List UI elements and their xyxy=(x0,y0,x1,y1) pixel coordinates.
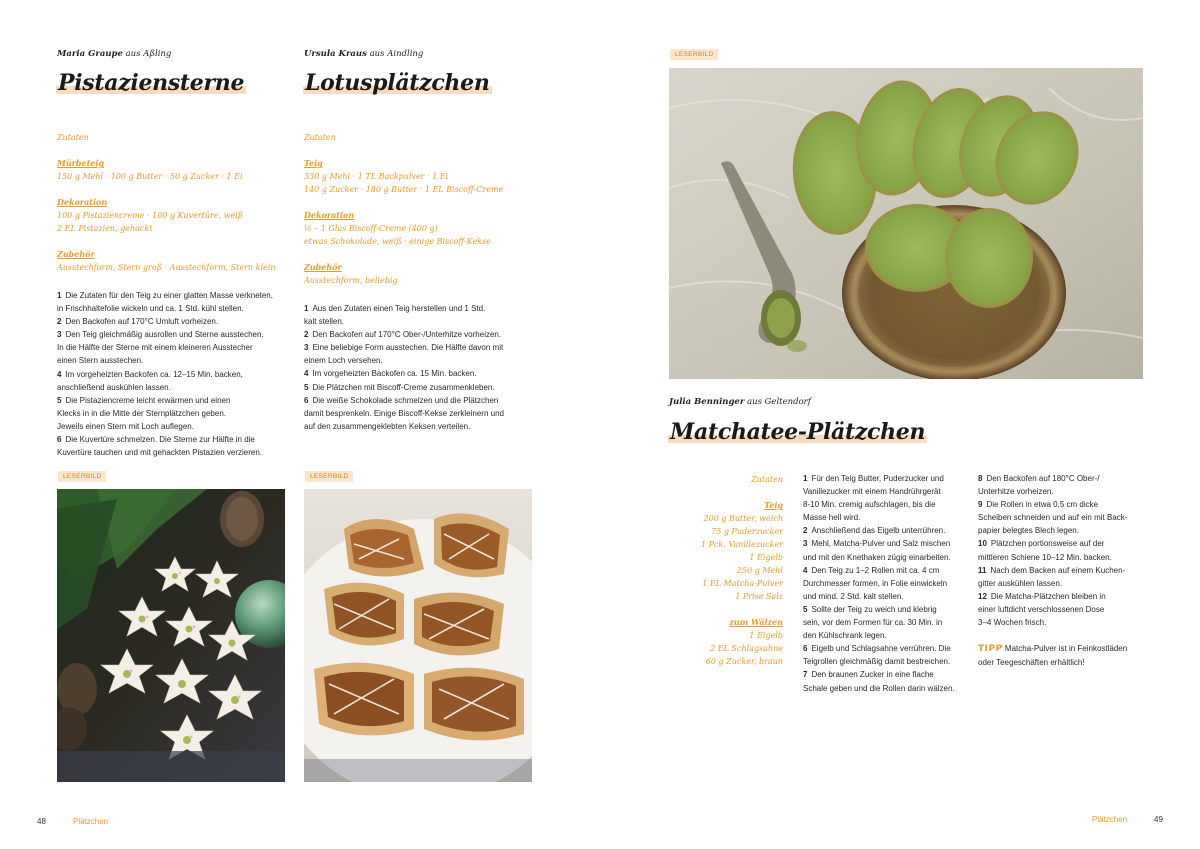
step-number: 1 xyxy=(803,474,808,483)
step-item xyxy=(978,564,1148,590)
step-text: einer luftdicht verschlossenen Dose xyxy=(978,604,1105,614)
step-item xyxy=(978,590,1148,629)
step-text: Sollte der Teig zu weich und klebrig xyxy=(811,604,937,614)
step-item xyxy=(304,302,549,328)
tip-label: TIPP xyxy=(978,644,1003,654)
step-item xyxy=(57,433,302,459)
step-number: 5 xyxy=(57,395,62,405)
photo-tag-left2: LESERBILD xyxy=(305,471,353,482)
step-item xyxy=(978,498,1148,537)
tip-line-2: oder Teegeschäften erhältlich! xyxy=(978,658,1085,668)
step-number: 10 xyxy=(978,539,987,549)
ingredient-gap xyxy=(640,603,783,616)
step-text: Unterhitze vorheizen. xyxy=(978,487,1054,497)
step-number: 1 xyxy=(57,291,62,300)
ingredient-gap xyxy=(304,144,544,157)
step-item xyxy=(803,472,975,524)
step-number: 6 xyxy=(803,644,808,654)
step-text: Im vorgeheizten Backofen ca. 15 Min. backen. xyxy=(312,369,477,379)
step-number: 2 xyxy=(57,317,62,327)
ingredient-line: Ausstechform, beliebig xyxy=(304,276,398,285)
step-item xyxy=(304,328,549,341)
photo-tag-left1: LESERBILD xyxy=(58,471,106,482)
step-text: Den Backofen auf 180°C Ober-/ xyxy=(986,474,1100,483)
step-text: einem Loch versehen. xyxy=(304,356,383,366)
step-item xyxy=(803,537,975,563)
ingredient-heading: zum Wälzen xyxy=(729,617,783,627)
step-number: 4 xyxy=(803,565,808,575)
step-number: 1 xyxy=(304,304,309,313)
ingredient-gap xyxy=(304,196,544,209)
step-text: Die Plätzchen mit Biscoff-Creme zusammenkleben. xyxy=(312,382,495,392)
step-number: 3 xyxy=(304,343,309,353)
step-text: 3–4 Wochen frisch. xyxy=(978,618,1047,628)
step-text: Durchmesser formen, in Folie einwickeln xyxy=(803,578,948,588)
step-number: 7 xyxy=(803,670,808,680)
ingredient-gap xyxy=(304,248,544,261)
step-item xyxy=(304,381,549,394)
step-text: Den Teig zu 1–2 Rollen mit ca. 4 cm xyxy=(811,565,940,575)
ingredient-line: 1 Eigelb xyxy=(749,553,783,562)
tip-box xyxy=(978,642,1153,669)
step-item xyxy=(803,524,975,537)
ingredient-line: 200 g Butter, weich xyxy=(703,514,783,523)
step-text: und mit den Knethaken zügig einarbeiten. xyxy=(803,552,951,562)
ingredient-line: 2 EL Schlagsahne xyxy=(710,644,783,653)
ingredient-line: 140 g Zucker · 180 g Butter · 1 EL Biscoff-Creme xyxy=(304,185,504,194)
step-number: 6 xyxy=(57,435,62,445)
author-recipe3: Julia Benninger aus Geltendorf xyxy=(669,397,811,407)
step-number: 4 xyxy=(304,369,309,379)
step-text: Die Matcha-Plätzchen bleiben in xyxy=(990,591,1106,601)
steps-recipe3-col2 xyxy=(978,472,1148,629)
ingredient-line: 1 EL Matcha-Pulver xyxy=(702,579,783,588)
ingredients-recipe1 xyxy=(57,131,297,274)
step-text: Aus den Zutaten einen Teig herstellen und 1 Std. xyxy=(312,304,486,313)
step-text: Im vorgeheizten Backofen ca. 12–15 Min. backen, xyxy=(65,369,243,379)
step-item xyxy=(304,394,549,433)
ingredient-heading: Zutaten xyxy=(751,475,783,484)
step-number: 2 xyxy=(803,526,808,536)
ingredient-line: 1 Eigelb xyxy=(749,631,783,640)
steps-recipe3-col1 xyxy=(803,472,975,695)
step-text: Nach dem Backen auf einem Kuchen- xyxy=(990,565,1126,575)
ingredient-line: 2 EL Pistazien, gehackt xyxy=(57,224,153,233)
step-item xyxy=(304,367,549,380)
ingredient-line: 1 Prise Salz xyxy=(735,592,783,601)
page-number-right: 49 xyxy=(1154,815,1163,824)
step-item xyxy=(57,368,302,394)
step-text: Den braunen Zucker in eine flache xyxy=(811,670,934,680)
step-text: Eigelb und Schlagsahne verrühren. Die xyxy=(811,644,951,654)
step-item xyxy=(803,603,975,642)
step-text: Den Backofen auf 170°C Umluft vorheizen. xyxy=(65,317,219,327)
step-text: In die Hälfte der Sterne mit einem kleineren Ausstecher xyxy=(57,343,253,353)
step-text: Masse hell wird. xyxy=(803,513,861,523)
step-number: 5 xyxy=(803,604,808,614)
page-number-left: 48 xyxy=(37,817,46,826)
step-item xyxy=(57,315,302,328)
step-text: Die weiße Schokolade schmelzen und die Plätzchen xyxy=(312,395,499,405)
step-text: gitter auskühlen lassen. xyxy=(978,578,1063,588)
ingredient-line: 100 g Pistaziencreme · 100 g Kuvertüre, weiß xyxy=(57,211,244,220)
ingredient-line: 330 g Mehl · 1 TL Backpulver · 1 Ei xyxy=(304,172,449,181)
section-label-left: Plätzchen xyxy=(73,817,109,826)
ingredient-heading: Zubehör xyxy=(304,262,342,272)
step-text: den Kühlschrank legen. xyxy=(803,631,887,641)
ingredient-line: 60 g Zucker, braun xyxy=(705,657,783,666)
ingredient-line: ½ – 1 Glas Biscoff-Creme (400 g) xyxy=(304,224,438,233)
step-text: Die Pistaziencreme leicht erwärmen und einen xyxy=(65,395,231,405)
ingredient-line: etwas Schokolade, weiß · einige Biscoff-Kekse xyxy=(304,237,491,246)
ingredient-line: 1 Pck. Vanillezucker xyxy=(700,540,783,549)
step-text: damit besprenkeln. Einige Biscoff-Kekse zerkleinern und xyxy=(304,408,504,418)
step-item xyxy=(978,472,1148,498)
section-label-right: Plätzchen xyxy=(1092,815,1128,824)
step-text: papier belegtes Blech legen. xyxy=(978,526,1079,536)
step-text: Die Zutaten für den Teig zu einer glatten Masse verkneten, xyxy=(65,291,273,300)
step-text: Eine beliebige Form ausstechen. Die Hälfte davon mit xyxy=(312,343,504,353)
ingredients-recipe3 xyxy=(640,473,783,668)
photo-pistaziensterne-illustration xyxy=(57,489,285,782)
steps-recipe1 xyxy=(57,289,302,459)
ingredient-heading: Mürbeteig xyxy=(57,158,104,168)
step-number: 11 xyxy=(978,565,987,575)
ingredient-line: 75 g Puderzucker xyxy=(711,527,783,536)
step-item xyxy=(803,642,975,668)
step-text: Anschließend das Eigelb unterrühren. xyxy=(811,526,946,536)
step-text: Teigrollen gleichmäßig damit bestreichen. xyxy=(803,657,951,667)
step-item xyxy=(57,328,302,367)
ingredient-line: Ausstechform, Stern groß · Ausstechform, Stern klein xyxy=(57,263,276,272)
step-text: Klecks in in die Mitte der Sternplätzchen geben. xyxy=(57,408,226,418)
photo-lotusplaetzchen-illustration xyxy=(304,489,532,782)
step-text: und mind. 2 Std. kalt stellen. xyxy=(803,591,904,601)
recipe-title-matchatee: Matchatee-Plätzchen xyxy=(670,419,926,445)
step-text: Die Rollen in etwa 0,5 cm dicke xyxy=(986,500,1099,510)
photo-matchatee-plaetzchen xyxy=(669,68,1143,379)
step-number: 9 xyxy=(978,500,983,510)
step-text: mittleren Schiene 10–12 Min. backen. xyxy=(978,552,1112,562)
step-text: Mehl, Matcha-Pulver und Salz mischen xyxy=(811,539,951,549)
ingredient-heading: Zubehör xyxy=(57,249,95,259)
step-item xyxy=(304,341,549,367)
ingredient-line: 150 g Mehl · 100 g Butter · 50 g Zucker · 1 Ei xyxy=(57,172,243,181)
step-text: Den Backofen auf 170°C Ober-/Unterhitze vorheizen. xyxy=(312,330,502,340)
ingredient-heading: Dekoration xyxy=(304,210,355,220)
step-text: einen Stern ausstechen. xyxy=(57,356,144,366)
step-text: Die Kuvertüre schmelzen. Die Sterne zur Hälfte in die xyxy=(65,435,255,445)
ingredient-gap xyxy=(640,486,783,499)
ingredients-recipe2 xyxy=(304,131,544,287)
photo-pistaziensterne xyxy=(57,489,285,782)
step-item xyxy=(803,564,975,603)
ingredient-line: 250 g Mehl xyxy=(736,566,783,575)
ingredient-heading: Zutaten xyxy=(57,133,89,142)
author-recipe1: Maria Graupe aus Aßling xyxy=(57,49,172,59)
photo-lotusplaetzchen xyxy=(304,489,532,782)
step-text: anschließend auskühlen lassen. xyxy=(57,382,171,392)
step-text: Kuvertüre tauchen und mit gehackten Pistazien verzieren. xyxy=(57,448,263,458)
step-number: 3 xyxy=(803,539,808,549)
step-number: 2 xyxy=(304,330,309,340)
step-item xyxy=(803,668,975,694)
ingredient-gap xyxy=(57,183,297,196)
step-text: Den Teig gleichmäßig ausrollen und Sterne ausstechen. xyxy=(65,330,264,340)
step-text: Jeweils einen Stern mit Loch auflegen. xyxy=(57,421,194,431)
recipe-title-lotusplaetzchen: Lotusplätzchen xyxy=(305,70,490,96)
recipe-title-pistaziensterne: Pistaziensterne xyxy=(58,70,245,96)
steps-recipe2 xyxy=(304,302,549,433)
ingredient-gap xyxy=(57,235,297,248)
step-number: 6 xyxy=(304,395,309,405)
step-text: Vanillezucker mit einem Handrührgerät xyxy=(803,487,941,497)
ingredient-heading: Teig xyxy=(304,158,323,168)
step-number: 3 xyxy=(57,330,62,340)
step-item xyxy=(57,289,302,315)
ingredient-heading: Zutaten xyxy=(304,133,336,142)
step-text: kalt stellen. xyxy=(304,317,345,327)
photo-tag-right: LESERBILD xyxy=(670,49,718,60)
step-item xyxy=(978,537,1148,563)
tip-line-1: Matcha-Pulver ist in Feinkostläden xyxy=(1004,644,1128,653)
step-text: in Frischhaltefolie wickeln und ca. 1 Std. kühl stellen. xyxy=(57,304,244,314)
step-text: Plätzchen portionsweise auf der xyxy=(990,539,1105,549)
step-text: Schale geben und die Rollen darin wälzen. xyxy=(803,683,955,693)
photo-matchatee-illustration xyxy=(669,68,1143,379)
author-recipe2: Ursula Kraus aus Aindling xyxy=(304,49,424,59)
step-number: 12 xyxy=(978,591,987,601)
step-text: sein, vor dem Formen für ca. 30 Min. in xyxy=(803,618,943,628)
step-number: 5 xyxy=(304,382,309,392)
step-number: 8 xyxy=(978,474,983,483)
ingredient-heading: Teig xyxy=(764,500,783,510)
step-item xyxy=(57,394,302,433)
step-number: 4 xyxy=(57,369,62,379)
step-text: Scheiben schneiden und auf ein mit Back- xyxy=(978,513,1128,523)
step-text: 8-10 Min. cremig aufschlagen, bis die xyxy=(803,500,936,510)
ingredient-heading: Dekoration xyxy=(57,197,108,207)
step-text: Für den Teig Butter, Puderzucker und xyxy=(811,474,944,483)
ingredient-gap xyxy=(57,144,297,157)
step-text: auf den zusammengeklebten Keksen verteilen. xyxy=(304,421,471,431)
